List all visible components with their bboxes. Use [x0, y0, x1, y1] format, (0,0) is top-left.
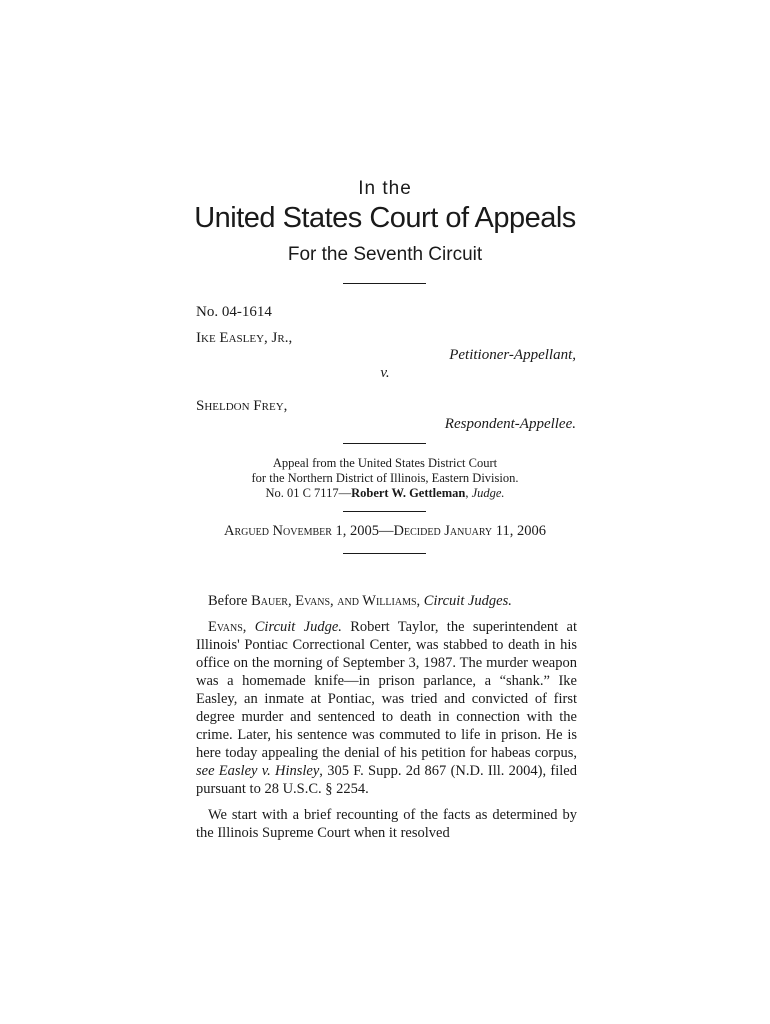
opinion-author-title: Circuit Judge.	[254, 619, 342, 635]
divider-rule	[343, 511, 426, 512]
respondent-name: Sheldon Frey,	[196, 398, 288, 414]
case-number: No. 04-1614	[196, 304, 272, 320]
paragraph-text: , 305 F. Supp. 2d 867 (N.D. Ill. 2004), filed pursuant to 28 U.S.C. § 2254.	[196, 763, 577, 797]
divider-rule	[343, 553, 426, 554]
caption-in-the: In the	[358, 178, 412, 199]
opinion-body	[196, 592, 577, 842]
divider-rule	[343, 283, 426, 284]
panel-judges: Bauer, Evans, and Williams,	[251, 593, 424, 609]
opinion-paragraph-2: We start with a brief recounting of the facts as determined by the Illinois Supreme Court when it resolved	[196, 807, 577, 841]
appeal-info	[0, 456, 770, 501]
circuit-name: For the Seventh Circuit	[287, 244, 483, 265]
argued-decided-dates: Argued November 1, 2005—Decided January 11, 2006	[224, 523, 546, 539]
respondent-role: Respondent-Appellee.	[444, 416, 576, 432]
before-prefix: Before	[208, 593, 252, 609]
divider-rule	[343, 443, 426, 444]
opinion-author: Evans,	[208, 619, 255, 635]
docket-number: No. 01 C 7117—	[265, 486, 352, 500]
paragraph-text: Robert Taylor, the superintendent at Illinois' Pontiac Correctional Center, was stabbed to death in his office on the morning of September 3, 1987. The murder weapon was a homemade knife—in prison parlance, a “shank.” Ike Easley, an inmate at Pontiac, was tried and convicted of first degree murder and sentenced to death in connection with the crime. Later, his sentence was commuted to life in prison. He is here today appealing the denial of his petition for habeas corpus,	[196, 619, 578, 761]
district-judge-name: Robert W. Gettleman	[351, 486, 466, 500]
court-name: United States Court of Appeals	[194, 202, 576, 234]
appeal-line-2: for the Northern District of Illinois, Eastern Division.	[251, 471, 519, 485]
petitioner-name: Ike Easley, Jr.,	[196, 330, 293, 346]
case-citation: see Easley v. Hinsley	[196, 763, 320, 779]
separator: ,	[465, 486, 472, 500]
panel-title: Circuit Judges.	[423, 593, 512, 609]
petitioner-role: Petitioner-Appellant,	[449, 347, 576, 363]
district-judge-title: Judge.	[471, 486, 505, 500]
appeal-line-1: Appeal from the United States District Court	[272, 456, 498, 470]
before-line	[196, 592, 577, 610]
opinion-paragraph-1	[196, 618, 577, 798]
appeal-line-3	[0, 486, 770, 501]
versus-label: v.	[380, 365, 390, 381]
